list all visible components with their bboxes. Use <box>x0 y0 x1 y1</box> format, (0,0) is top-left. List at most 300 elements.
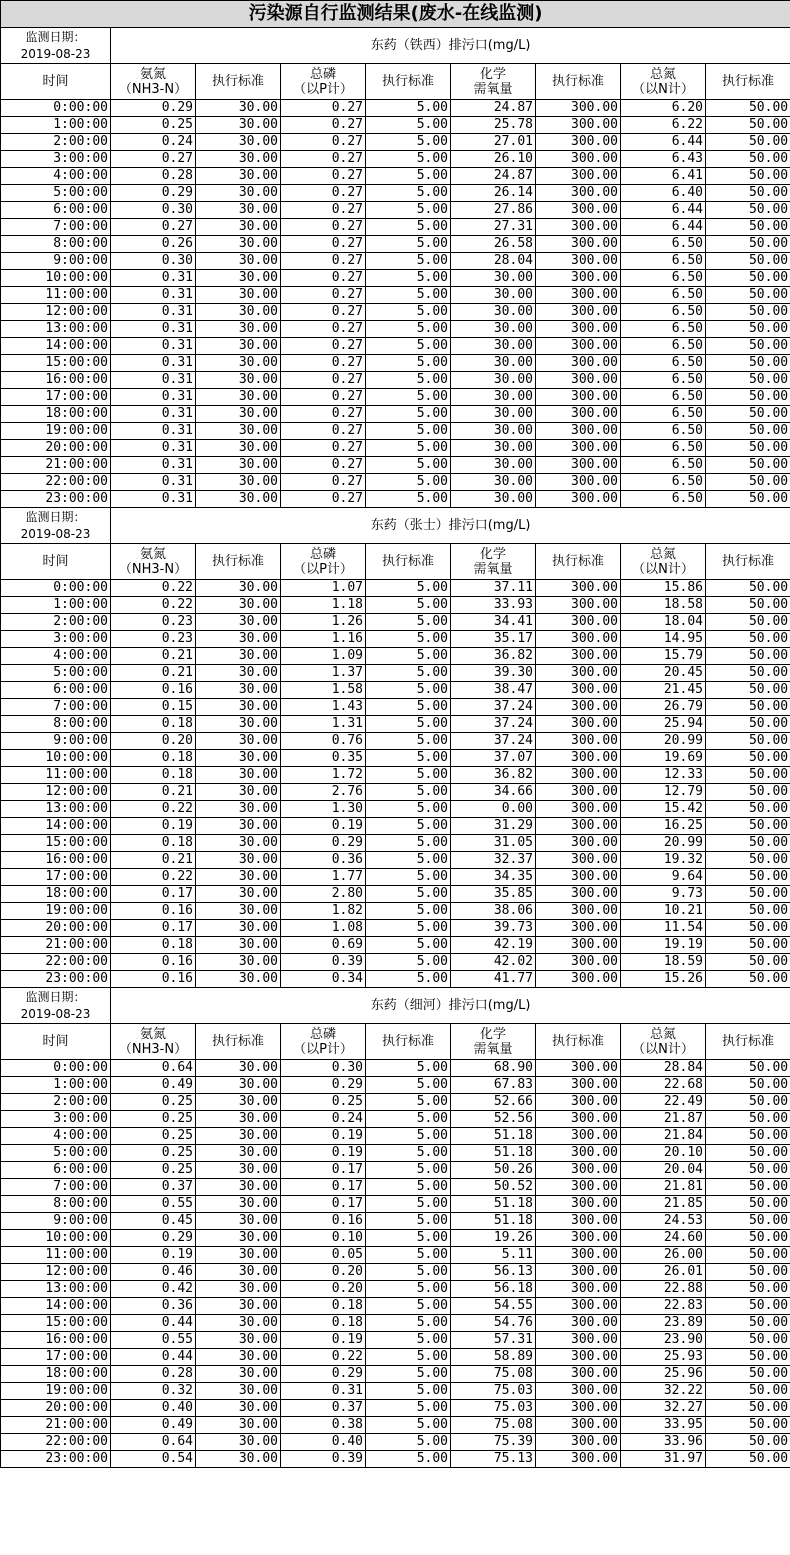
value-cell: 2.80 <box>281 886 366 903</box>
value-cell: 2.76 <box>281 784 366 801</box>
time-cell: 23:00:00 <box>1 1451 111 1468</box>
time-cell: 20:00:00 <box>1 920 111 937</box>
value-cell: 50.00 <box>706 389 790 406</box>
value-cell: 30.00 <box>451 321 536 338</box>
value-cell: 5.00 <box>366 355 451 372</box>
value-cell: 50.00 <box>706 580 790 597</box>
table-row <box>1 270 790 287</box>
table-row <box>1 151 790 168</box>
value-cell: 5.00 <box>366 100 451 117</box>
value-cell: 30.00 <box>196 1077 281 1094</box>
value-cell: 0.30 <box>111 202 196 219</box>
value-cell: 6.50 <box>621 321 706 338</box>
value-cell: 0.16 <box>111 682 196 699</box>
time-cell: 15:00:00 <box>1 355 111 372</box>
value-cell: 5.00 <box>366 818 451 835</box>
value-cell: 0.25 <box>111 1145 196 1162</box>
time-cell: 12:00:00 <box>1 1264 111 1281</box>
value-cell: 0.27 <box>111 151 196 168</box>
value-cell: 300.00 <box>536 937 621 954</box>
time-cell: 6:00:00 <box>1 202 111 219</box>
value-cell: 30.00 <box>196 937 281 954</box>
table-row <box>1 304 790 321</box>
value-cell: 5.00 <box>366 236 451 253</box>
time-cell: 17:00:00 <box>1 869 111 886</box>
value-cell: 57.31 <box>451 1332 536 1349</box>
value-cell: 5.00 <box>366 1111 451 1128</box>
value-cell: 35.17 <box>451 631 536 648</box>
value-cell: 50.00 <box>706 1162 790 1179</box>
time-cell: 17:00:00 <box>1 389 111 406</box>
value-cell: 5.00 <box>366 852 451 869</box>
value-cell: 0.27 <box>281 491 366 508</box>
table-row <box>1 1417 790 1434</box>
column-header <box>281 1024 366 1060</box>
monitoring-date-cell <box>1 988 111 1024</box>
time-cell: 16:00:00 <box>1 852 111 869</box>
column-header <box>281 64 366 100</box>
value-cell: 50.00 <box>706 100 790 117</box>
value-cell: 0.22 <box>111 580 196 597</box>
value-cell: 50.00 <box>706 1077 790 1094</box>
column-header-line: 需氧量 <box>473 561 513 577</box>
value-cell: 0.35 <box>281 750 366 767</box>
value-cell: 20.99 <box>621 835 706 852</box>
value-cell: 0.64 <box>111 1434 196 1451</box>
value-cell: 30.00 <box>196 597 281 614</box>
value-cell: 16.25 <box>621 818 706 835</box>
value-cell: 5.00 <box>366 270 451 287</box>
value-cell: 50.00 <box>706 457 790 474</box>
monitoring-date-cell <box>1 508 111 544</box>
column-header <box>536 1024 621 1060</box>
value-cell: 51.18 <box>451 1213 536 1230</box>
column-header <box>451 1024 536 1060</box>
value-cell: 5.00 <box>366 202 451 219</box>
value-cell: 5.00 <box>366 1230 451 1247</box>
value-cell: 28.84 <box>621 1060 706 1077</box>
table-row <box>1 597 790 614</box>
value-cell: 0.19 <box>111 818 196 835</box>
value-cell: 300.00 <box>536 423 621 440</box>
table-row <box>1 372 790 389</box>
value-cell: 300.00 <box>536 1213 621 1230</box>
value-cell: 30.00 <box>196 185 281 202</box>
value-cell: 30.00 <box>196 1281 281 1298</box>
value-cell: 12.33 <box>621 767 706 784</box>
value-cell: 50.00 <box>706 1451 790 1468</box>
value-cell: 300.00 <box>536 117 621 134</box>
column-header-line: 总磷 <box>309 66 336 82</box>
table-row <box>1 801 790 818</box>
value-cell: 51.18 <box>451 1196 536 1213</box>
time-cell: 9:00:00 <box>1 1213 111 1230</box>
value-cell: 0.18 <box>281 1298 366 1315</box>
table-row <box>1 1264 790 1281</box>
value-cell: 50.00 <box>706 1315 790 1332</box>
table-row <box>1 423 790 440</box>
table-row <box>1 1213 790 1230</box>
column-header-line: 总磷 <box>309 546 336 562</box>
column-header-line: （以N计） <box>632 1041 694 1057</box>
value-cell: 6.44 <box>621 134 706 151</box>
table-row <box>1 1128 790 1145</box>
time-cell: 23:00:00 <box>1 971 111 988</box>
value-cell: 5.00 <box>366 903 451 920</box>
table-row <box>1 338 790 355</box>
value-cell: 50.00 <box>706 304 790 321</box>
value-cell: 30.00 <box>451 474 536 491</box>
value-cell: 0.31 <box>111 338 196 355</box>
value-cell: 50.00 <box>706 1094 790 1111</box>
value-cell: 5.00 <box>366 801 451 818</box>
value-cell: 0.55 <box>111 1196 196 1213</box>
value-cell: 0.18 <box>111 716 196 733</box>
value-cell: 30.00 <box>196 1196 281 1213</box>
value-cell: 30.00 <box>451 372 536 389</box>
column-header-line: 执行标准 <box>551 554 604 569</box>
value-cell: 50.00 <box>706 117 790 134</box>
value-cell: 30.00 <box>196 1315 281 1332</box>
value-cell: 300.00 <box>536 716 621 733</box>
value-cell: 30.00 <box>196 355 281 372</box>
value-cell: 0.27 <box>281 202 366 219</box>
value-cell: 0.30 <box>111 253 196 270</box>
value-cell: 0.21 <box>111 665 196 682</box>
value-cell: 300.00 <box>536 474 621 491</box>
value-cell: 50.00 <box>706 699 790 716</box>
table-row <box>1 1332 790 1349</box>
time-cell: 20:00:00 <box>1 1400 111 1417</box>
table-row <box>1 474 790 491</box>
value-cell: 5.00 <box>366 1162 451 1179</box>
value-cell: 1.37 <box>281 665 366 682</box>
time-cell: 1:00:00 <box>1 117 111 134</box>
value-cell: 1.31 <box>281 716 366 733</box>
value-cell: 18.04 <box>621 614 706 631</box>
value-cell: 0.31 <box>111 406 196 423</box>
value-cell: 42.19 <box>451 937 536 954</box>
value-cell: 0.27 <box>281 372 366 389</box>
value-cell: 30.00 <box>451 338 536 355</box>
value-cell: 37.24 <box>451 733 536 750</box>
column-header-line: （以N计） <box>632 81 694 97</box>
value-cell: 5.00 <box>366 321 451 338</box>
monitoring-date-value: 2019-08-23 <box>20 1006 91 1021</box>
value-cell: 30.00 <box>196 372 281 389</box>
table-row <box>1 457 790 474</box>
value-cell: 32.27 <box>621 1400 706 1417</box>
column-header-line: 化学 <box>479 1026 506 1042</box>
value-cell: 30.00 <box>196 338 281 355</box>
value-cell: 300.00 <box>536 1060 621 1077</box>
value-cell: 50.00 <box>706 597 790 614</box>
value-cell: 50.00 <box>706 954 790 971</box>
table-row <box>1 321 790 338</box>
value-cell: 5.00 <box>366 835 451 852</box>
value-cell: 0.26 <box>111 236 196 253</box>
value-cell: 300.00 <box>536 253 621 270</box>
time-cell: 2:00:00 <box>1 134 111 151</box>
value-cell: 300.00 <box>536 134 621 151</box>
value-cell: 30.00 <box>196 168 281 185</box>
value-cell: 30.00 <box>196 818 281 835</box>
value-cell: 300.00 <box>536 304 621 321</box>
value-cell: 30.00 <box>451 491 536 508</box>
value-cell: 56.18 <box>451 1281 536 1298</box>
value-cell: 30.00 <box>196 665 281 682</box>
value-cell: 51.18 <box>451 1128 536 1145</box>
monitoring-date-label: 监测日期： <box>25 509 86 524</box>
value-cell: 75.39 <box>451 1434 536 1451</box>
value-cell: 5.00 <box>366 1451 451 1468</box>
time-cell: 0:00:00 <box>1 580 111 597</box>
value-cell: 5.00 <box>366 440 451 457</box>
value-cell: 5.00 <box>366 580 451 597</box>
value-cell: 50.00 <box>706 665 790 682</box>
value-cell: 6.50 <box>621 304 706 321</box>
value-cell: 0.37 <box>111 1179 196 1196</box>
value-cell: 24.87 <box>451 100 536 117</box>
monitoring-date-value: 2019-08-23 <box>20 46 91 61</box>
value-cell: 6.41 <box>621 168 706 185</box>
value-cell: 0.29 <box>111 1230 196 1247</box>
value-cell: 50.00 <box>706 1383 790 1400</box>
value-cell: 50.00 <box>706 1332 790 1349</box>
value-cell: 0.27 <box>281 185 366 202</box>
value-cell: 54.76 <box>451 1315 536 1332</box>
value-cell: 22.68 <box>621 1077 706 1094</box>
value-cell: 0.19 <box>281 1128 366 1145</box>
column-header-row <box>1 1024 790 1060</box>
value-cell: 0.27 <box>111 219 196 236</box>
value-cell: 5.00 <box>366 1298 451 1315</box>
time-cell: 3:00:00 <box>1 1111 111 1128</box>
value-cell: 300.00 <box>536 1077 621 1094</box>
value-cell: 300.00 <box>536 767 621 784</box>
column-header-line: 氨氮 <box>139 546 166 562</box>
outlet-name: 东药（张士）排污口(mg/L) <box>111 508 790 544</box>
value-cell: 22.83 <box>621 1298 706 1315</box>
value-cell: 5.00 <box>366 1247 451 1264</box>
value-cell: 30.00 <box>196 1417 281 1434</box>
value-cell: 0.27 <box>281 457 366 474</box>
value-cell: 300.00 <box>536 869 621 886</box>
value-cell: 0.49 <box>111 1077 196 1094</box>
column-header-line: （NH3-N） <box>118 1041 188 1057</box>
column-header <box>281 544 366 580</box>
value-cell: 50.00 <box>706 682 790 699</box>
value-cell: 300.00 <box>536 733 621 750</box>
table-row <box>1 1145 790 1162</box>
value-cell: 5.00 <box>366 1196 451 1213</box>
value-cell: 0.27 <box>281 219 366 236</box>
value-cell: 0.31 <box>111 440 196 457</box>
value-cell: 0.10 <box>281 1230 366 1247</box>
value-cell: 39.73 <box>451 920 536 937</box>
value-cell: 25.78 <box>451 117 536 134</box>
value-cell: 24.60 <box>621 1230 706 1247</box>
time-cell: 20:00:00 <box>1 440 111 457</box>
value-cell: 300.00 <box>536 202 621 219</box>
value-cell: 0.28 <box>111 1366 196 1383</box>
value-cell: 30.00 <box>196 1264 281 1281</box>
value-cell: 19.32 <box>621 852 706 869</box>
value-cell: 300.00 <box>536 597 621 614</box>
value-cell: 50.00 <box>706 270 790 287</box>
value-cell: 50.00 <box>706 1128 790 1145</box>
value-cell: 50.00 <box>706 1247 790 1264</box>
value-cell: 41.77 <box>451 971 536 988</box>
column-header-row <box>1 64 790 100</box>
value-cell: 1.08 <box>281 920 366 937</box>
value-cell: 50.00 <box>706 869 790 886</box>
value-cell: 0.37 <box>281 1400 366 1417</box>
time-cell: 12:00:00 <box>1 304 111 321</box>
value-cell: 300.00 <box>536 801 621 818</box>
value-cell: 30.00 <box>451 389 536 406</box>
value-cell: 0.27 <box>281 304 366 321</box>
time-cell: 13:00:00 <box>1 321 111 338</box>
value-cell: 30.00 <box>196 253 281 270</box>
value-cell: 0.27 <box>281 474 366 491</box>
value-cell: 300.00 <box>536 1179 621 1196</box>
column-header <box>451 544 536 580</box>
value-cell: 0.23 <box>111 631 196 648</box>
time-cell: 12:00:00 <box>1 784 111 801</box>
value-cell: 5.00 <box>366 287 451 304</box>
column-header <box>196 544 281 580</box>
column-header-line: 总磷 <box>309 1026 336 1042</box>
value-cell: 0.25 <box>111 1128 196 1145</box>
value-cell: 68.90 <box>451 1060 536 1077</box>
value-cell: 0.19 <box>281 1145 366 1162</box>
value-cell: 0.21 <box>111 784 196 801</box>
value-cell: 0.17 <box>111 886 196 903</box>
value-cell: 1.07 <box>281 580 366 597</box>
value-cell: 0.18 <box>281 1315 366 1332</box>
time-cell: 7:00:00 <box>1 699 111 716</box>
value-cell: 21.84 <box>621 1128 706 1145</box>
value-cell: 30.00 <box>451 270 536 287</box>
time-cell: 8:00:00 <box>1 236 111 253</box>
column-header <box>366 1024 451 1060</box>
value-cell: 0.27 <box>281 270 366 287</box>
column-header <box>366 544 451 580</box>
value-cell: 300.00 <box>536 1315 621 1332</box>
table-row <box>1 682 790 699</box>
value-cell: 300.00 <box>536 631 621 648</box>
value-cell: 0.24 <box>111 134 196 151</box>
time-cell: 16:00:00 <box>1 372 111 389</box>
value-cell: 0.27 <box>281 168 366 185</box>
table-row <box>1 1162 790 1179</box>
value-cell: 50.00 <box>706 784 790 801</box>
value-cell: 6.50 <box>621 355 706 372</box>
column-header-line: 执行标准 <box>722 554 775 569</box>
value-cell: 18.59 <box>621 954 706 971</box>
outlet-name: 东药（细河）排污口(mg/L) <box>111 988 790 1024</box>
column-header-line: 执行标准 <box>211 74 264 89</box>
value-cell: 0.22 <box>111 597 196 614</box>
value-cell: 50.00 <box>706 1366 790 1383</box>
table-row <box>1 253 790 270</box>
column-header-line: 时间 <box>42 554 69 569</box>
value-cell: 34.66 <box>451 784 536 801</box>
table-row <box>1 614 790 631</box>
value-cell: 5.00 <box>366 151 451 168</box>
time-cell: 4:00:00 <box>1 648 111 665</box>
column-header <box>1 64 111 100</box>
column-header <box>111 544 196 580</box>
value-cell: 1.26 <box>281 614 366 631</box>
value-cell: 5.00 <box>366 682 451 699</box>
value-cell: 0.46 <box>111 1264 196 1281</box>
value-cell: 50.00 <box>706 151 790 168</box>
time-cell: 7:00:00 <box>1 219 111 236</box>
table-row <box>1 1247 790 1264</box>
value-cell: 50.00 <box>706 321 790 338</box>
value-cell: 18.58 <box>621 597 706 614</box>
value-cell: 50.00 <box>706 835 790 852</box>
value-cell: 6.50 <box>621 287 706 304</box>
value-cell: 0.19 <box>281 1332 366 1349</box>
value-cell: 30.00 <box>451 406 536 423</box>
column-header-row <box>1 544 790 580</box>
value-cell: 52.56 <box>451 1111 536 1128</box>
value-cell: 75.08 <box>451 1366 536 1383</box>
value-cell: 30.00 <box>451 457 536 474</box>
table-row <box>1 236 790 253</box>
value-cell: 30.00 <box>196 219 281 236</box>
value-cell: 0.18 <box>111 835 196 852</box>
value-cell: 30.00 <box>196 1434 281 1451</box>
section-header-row <box>1 988 790 1024</box>
value-cell: 30.00 <box>196 1162 281 1179</box>
value-cell: 0.20 <box>281 1281 366 1298</box>
value-cell: 30.00 <box>196 423 281 440</box>
value-cell: 30.00 <box>196 287 281 304</box>
value-cell: 30.00 <box>196 389 281 406</box>
value-cell: 50.00 <box>706 1298 790 1315</box>
value-cell: 22.49 <box>621 1094 706 1111</box>
value-cell: 5.00 <box>366 338 451 355</box>
value-cell: 5.00 <box>366 372 451 389</box>
table-row <box>1 733 790 750</box>
value-cell: 50.00 <box>706 648 790 665</box>
value-cell: 0.23 <box>111 614 196 631</box>
value-cell: 30.00 <box>196 886 281 903</box>
value-cell: 30.00 <box>196 151 281 168</box>
value-cell: 300.00 <box>536 1111 621 1128</box>
column-header-line: 氨氮 <box>139 66 166 82</box>
table-row <box>1 440 790 457</box>
value-cell: 50.00 <box>706 338 790 355</box>
value-cell: 50.00 <box>706 253 790 270</box>
monitoring-date-value: 2019-08-23 <box>20 526 91 541</box>
table-row <box>1 1060 790 1077</box>
value-cell: 6.50 <box>621 423 706 440</box>
value-cell: 30.00 <box>451 287 536 304</box>
time-cell: 8:00:00 <box>1 1196 111 1213</box>
value-cell: 300.00 <box>536 1247 621 1264</box>
time-cell: 21:00:00 <box>1 937 111 954</box>
value-cell: 0.31 <box>111 457 196 474</box>
value-cell: 20.04 <box>621 1162 706 1179</box>
value-cell: 300.00 <box>536 1366 621 1383</box>
value-cell: 20.99 <box>621 733 706 750</box>
column-header <box>706 1024 790 1060</box>
